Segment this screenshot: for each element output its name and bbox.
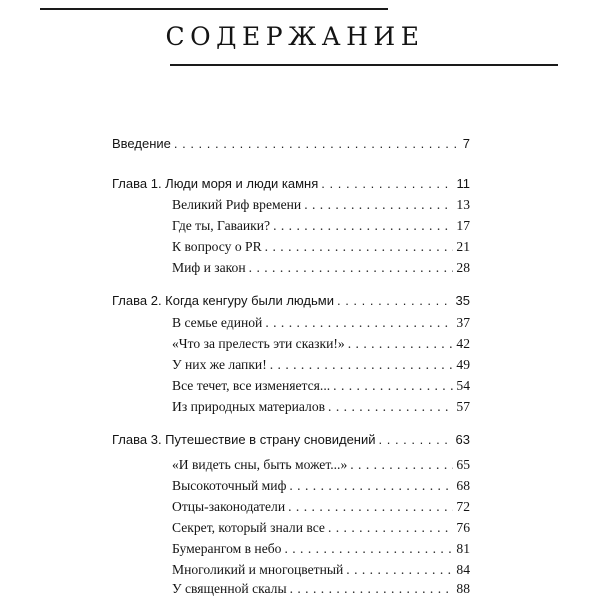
toc-page-number: 84 [456,562,470,577]
toc-page-number: 72 [456,499,470,514]
toc-entry-label: Глава 2. Когда кенгуру были людьми [112,293,334,308]
toc-entry-label: Великий Риф времени [172,197,302,212]
toc-entry-label: «Что за прелесть эти сказки!» [172,336,345,351]
toc-page-number: 28 [456,260,470,275]
toc-entry-label: У них же лапки! [172,357,267,372]
toc-page-number: 17 [456,218,470,233]
toc-page-number: 42 [456,336,470,351]
dot-leader [321,175,453,193]
dot-leader [328,519,453,537]
page-title: СОДЕРЖАНИЕ [165,22,425,51]
toc-entry-section[interactable] [172,377,470,395]
toc-entry-section[interactable] [172,259,470,277]
dot-leader [304,196,453,214]
dot-leader [265,238,454,256]
toc-entry-label: Введение [112,136,171,151]
toc-entry-label: Глава 3. Путешествие в страну сновидений [112,432,376,447]
dot-leader [249,259,454,277]
toc-entry-label: Из природных материалов [172,399,326,414]
toc-page-number: 13 [456,197,470,212]
toc-entry-chapter-3[interactable] [112,431,470,449]
toc-entry-label: Бумерангом в небо [172,541,282,556]
toc-entry-label: Многоликий и многоцветный [172,562,344,577]
toc-entry-label: В семье единой [172,315,263,330]
dot-leader [270,356,454,374]
toc-page-number: 21 [456,239,470,254]
dot-leader [337,292,453,310]
toc-page-number: 81 [456,541,470,556]
toc-entry-chapter-2[interactable] [112,292,470,310]
toc-entry-section[interactable] [172,217,470,235]
toc-entry-label: Секрет, который знали все [172,520,325,535]
toc-entry-label: Глава 1. Люди моря и люди камня [112,176,319,191]
toc-page-number: 65 [456,457,470,472]
toc-page-number: 57 [456,399,470,414]
dot-leader [346,561,453,579]
toc-entry-intro[interactable] [112,135,470,153]
dot-leader [289,477,453,495]
dot-leader [288,498,453,516]
toc-entry-section[interactable] [172,456,470,474]
dot-leader [350,456,453,474]
dot-leader [265,314,453,332]
toc-entry-section[interactable] [172,540,470,558]
toc-entry-section[interactable] [172,561,470,579]
toc-entry-label: Высокоточный миф [172,478,287,493]
toc-entry-label: К вопросу о PR [172,239,262,254]
dot-leader [379,431,453,449]
toc-entry-section[interactable] [172,238,470,256]
dot-leader [174,135,460,153]
toc-page-number: 76 [456,520,470,535]
toc-entry-label: Где ты, Гаваики? [172,218,271,233]
toc-entry-section[interactable] [172,335,470,353]
toc-entry-label: У священной скалы [172,581,287,596]
toc-entry-label: Все течет, все изменяется... [172,378,331,393]
toc-entry-label: Миф и закон [172,260,246,275]
dot-leader [290,580,454,598]
dot-leader [284,540,453,558]
toc-page-number: 35 [455,293,470,308]
toc-page-number: 49 [456,357,470,372]
toc-page-number: 88 [456,581,470,596]
dot-leader [348,335,454,353]
toc-entry-label: «И видеть сны, быть может...» [172,457,348,472]
toc-entry-section[interactable] [172,477,470,495]
toc-entry-section[interactable] [172,314,470,332]
toc-entry-section[interactable] [172,580,470,598]
toc-page-number: 11 [456,176,470,191]
toc-entry-section[interactable] [172,196,470,214]
toc-page-number: 54 [456,378,470,393]
toc-entry-section[interactable] [172,498,470,516]
dot-leader [328,398,453,416]
toc-page-number: 63 [455,432,470,447]
toc-page-number: 7 [462,136,470,151]
dot-leader [273,217,453,235]
toc-entry-section[interactable] [172,398,470,416]
dot-leader [333,377,453,395]
toc-page-number: 68 [456,478,470,493]
toc-entry-section[interactable] [172,519,470,537]
toc-entry-section[interactable] [172,356,470,374]
toc-page-number: 37 [456,315,470,330]
toc-entry-chapter-1[interactable] [112,175,470,193]
toc-entry-label: Отцы-законодатели [172,499,286,514]
